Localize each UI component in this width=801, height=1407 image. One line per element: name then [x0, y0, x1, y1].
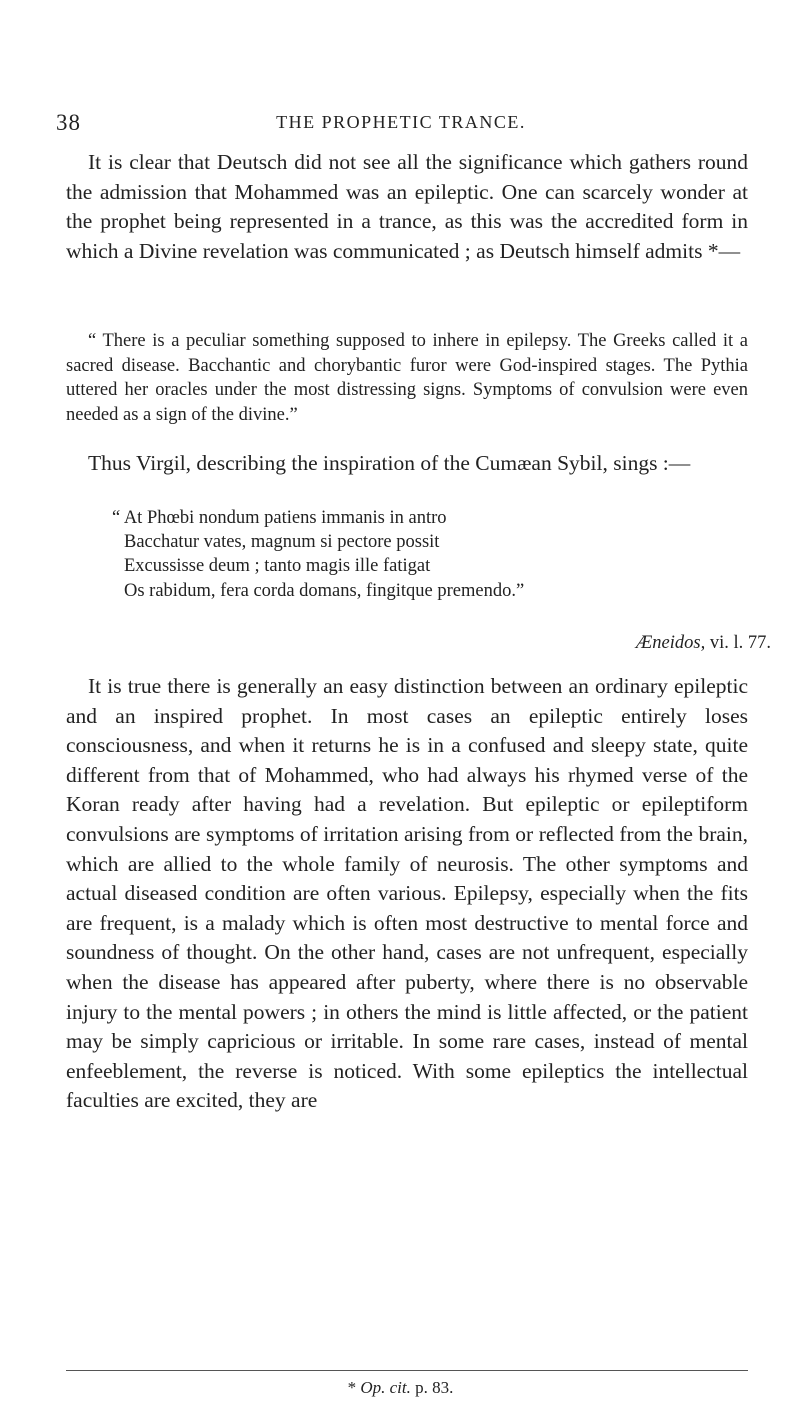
citation-reference: vi. l. 77. — [709, 633, 771, 653]
footnote-marker: * — [347, 1378, 357, 1397]
paragraph-1: It is clear that Deutsch did not see all the significance which gathers round the admission that Mohammed was an epileptic. One can scarcely wonder at the prophet being represented in a trance, as this was the accredited form in which a Divine revelation was communicated ; as Deutsch himself admits *— — [66, 150, 748, 263]
verse-citation — [0, 633, 771, 654]
footnote-source: Op. cit. — [360, 1378, 411, 1397]
citation-title: Æneidos, — [635, 633, 706, 653]
footnote-page: p. 83. — [415, 1378, 454, 1397]
page-header — [56, 110, 746, 140]
verse-line-4: Os rabidum, fera corda domans, fingitque premendo.” — [124, 580, 525, 601]
block-quote: “ There is a peculiar something supposed to inhere in epilepsy. The Greeks called it a sacred disease. Bacchantic and chorybantic furor were God-inspired stages. The Pythia uttered her oracles under the most distressing signs. Symptoms of convulsion were even needed as a sign of the divine.” — [66, 331, 748, 425]
latin-verse — [112, 506, 748, 603]
verse-line-2: Bacchatur vates, magnum si pectore possit — [124, 532, 440, 553]
page-number: 38 — [56, 110, 81, 135]
paragraph-2: Thus Virgil, describing the inspiration of the Cumæan Sybil, sings :— — [88, 451, 691, 475]
verse-line-1: “ At Phœbi nondum patiens immanis in antro — [112, 508, 447, 528]
footnote — [0, 1378, 801, 1398]
paragraph-3: It is true there is generally an easy distinction between an ordinary epileptic and an inspired prophet. In most cases an epileptic entirely loses consciousness, and when it returns he is in a confused and sleepy state, quite different from that of Mohammed, who had always his rhymed verse of the Koran ready after having had a revelation. But epileptic or epileptiform convulsions are symptoms of irritation arising from or reflected from the brain, which are allied to the whole family of neurosis. The other symptoms and actual diseased condition are often various. Epilepsy, especially when the fits are frequent, is a malady which is often most destructive to mental force and soundness of thought. On the other hand, cases are not unfrequent, especially when the disease has appeared after puberty, where there is no observable injury to the mental powers ; in others the mind is little affected, or the patient may be simply capricious or irritable. In some rare cases, instead of mental enfeeblement, the reverse is noticed. With some epileptics the intellectual faculties are excited, they are — [66, 674, 748, 1113]
running-head: THE PROPHETIC TRANCE. — [276, 112, 526, 132]
verse-line-3: Excussisse deum ; tanto magis ille fatigat — [124, 556, 431, 577]
footnote-divider — [66, 1370, 748, 1371]
